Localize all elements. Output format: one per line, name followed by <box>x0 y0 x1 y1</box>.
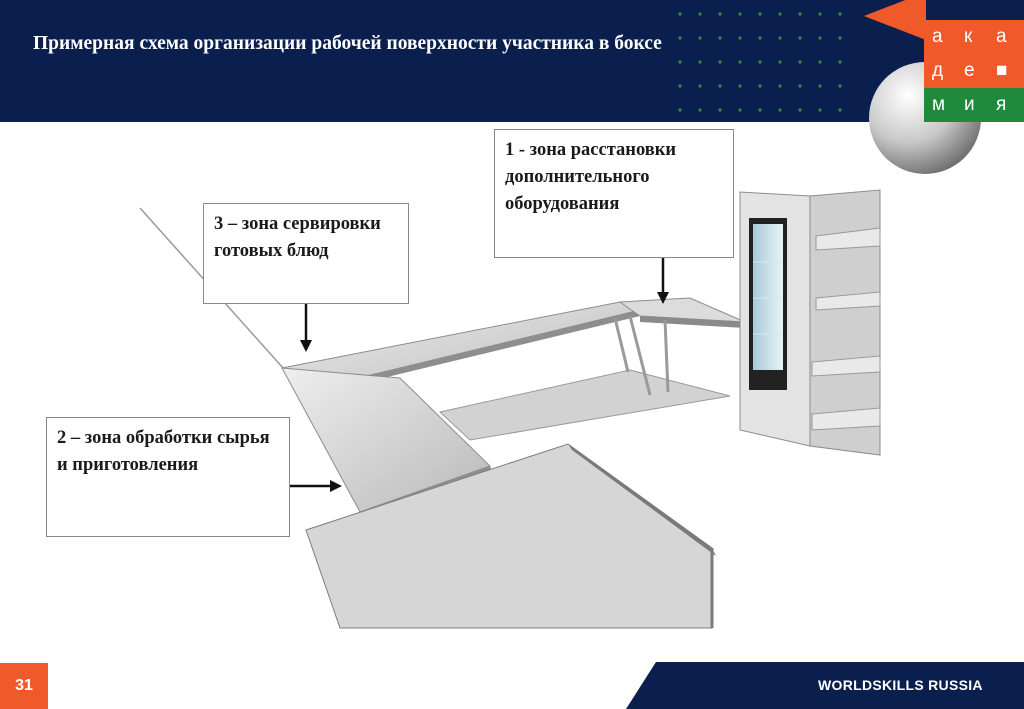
page-number: 31 <box>0 663 48 709</box>
logo-square: ■ <box>996 60 1008 81</box>
callout-zone3: 3 – зона сервировки готовых блюд <box>203 203 409 304</box>
logo-letter: д <box>932 60 944 81</box>
callout-zone2: 2 – зона обработки сырья и приготовления <box>46 417 290 537</box>
page-title: Примерная схема организации рабочей поверхности участника в боксе <box>33 33 662 54</box>
logo-letter: м <box>932 94 946 115</box>
logo-letter: и <box>964 94 975 115</box>
logo-letter: а <box>932 26 943 47</box>
logo-letter: к <box>964 26 973 47</box>
logo-letter: е <box>964 60 975 81</box>
logo-letter: я <box>996 94 1007 115</box>
worldskills-brand: WORLDSKILLS RUSSIA <box>818 677 983 693</box>
callout-zone1: 1 - зона расстановки дополнительного оборудования <box>494 129 734 258</box>
logo-letter: а <box>996 26 1007 47</box>
